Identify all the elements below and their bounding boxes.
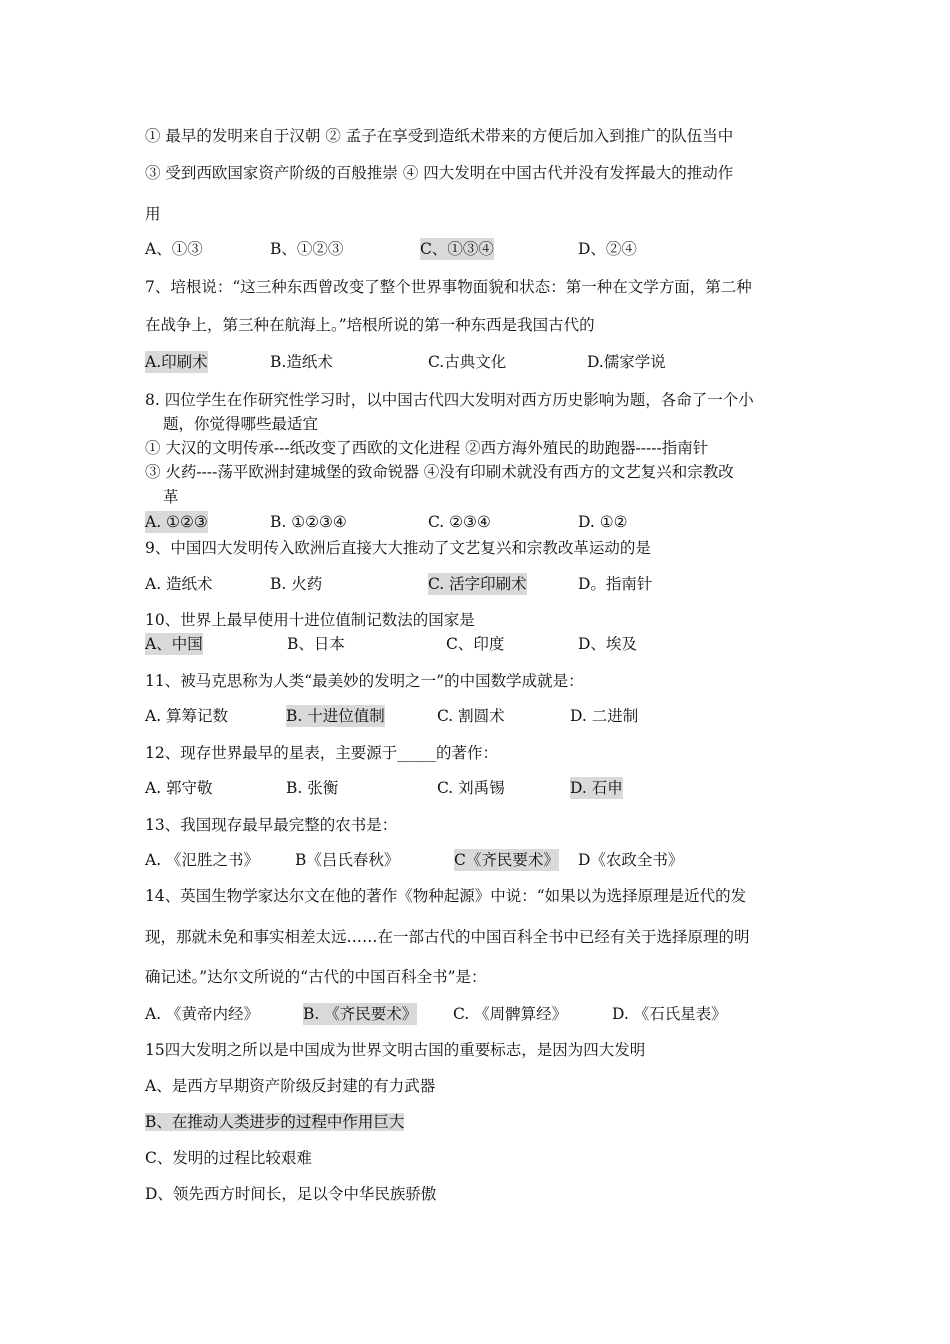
q9-option-a: A. 造纸术 [145, 575, 213, 593]
q10-stem: 10、世界上最早使用十进位值制记数法的国家是 [145, 611, 475, 629]
q15-stem: 15四大发明之所以是中国成为世界文明古国的重要标志，是因为四大发明 [145, 1041, 646, 1059]
q7-option-b: B.造纸术 [270, 353, 333, 371]
q9-option-d: D。指南针 [578, 575, 653, 593]
q13-option-b: B《吕氏春秋》 [295, 851, 400, 869]
q6-statement-2: ③ 受到西欧国家资产阶级的百般推崇 ④ 四大发明在中国古代并没有发挥最大的推动作 [145, 164, 734, 182]
q7-stem-line-2: 在战争上，第三种在航海上。”培根所说的第一种东西是我国古代的 [145, 316, 595, 334]
q13-option-d: D《农政全书》 [578, 851, 684, 869]
q6-option-d: D、②④ [578, 240, 637, 258]
q8-item-2: ③ 火药----荡平欧洲封建城堡的致命锐器 ④没有印刷术就没有西方的文艺复兴和宗教改 [145, 463, 734, 481]
q14-option-c: C. 《周髀算经》 [453, 1005, 568, 1023]
q8-stem-line-2: 题，你觉得哪些最适宜 [163, 415, 319, 433]
q12-stem: 12、现存世界最早的星表，主要源于_____的著作： [145, 744, 498, 762]
q7-option-a-answer: A.印刷术 [145, 353, 208, 371]
q12-option-d-answer: D. 石申 [570, 779, 623, 797]
q6-statement-2-cont: 用 [145, 205, 161, 223]
q8-stem-line-1: 8. 四位学生在作研究性学习时，以中国古代四大发明对西方历史影响为题，各命了一个小 [145, 391, 754, 409]
q14-option-d: D. 《石氏星表》 [612, 1005, 727, 1023]
q14-stem-line-2: 现，那就未免和事实相差太远……在一部古代的中国百科全书中已经有关于选择原理的明 [145, 928, 750, 946]
q8-item-1: ① 大汉的文明传承---纸改变了西欧的文化进程 ②西方海外殖民的助跑器-----指南针 [145, 439, 709, 457]
q12-option-a: A. 郭守敬 [145, 779, 213, 797]
q15-option-c: C、发明的过程比较艰难 [145, 1149, 312, 1167]
q8-option-c: C. ②③④ [428, 513, 491, 531]
q14-option-a: A. 《黄帝内经》 [145, 1005, 260, 1023]
q9-stem: 9、中国四大发明传入欧洲后直接大大推动了文艺复兴和宗教改革运动的是 [145, 539, 651, 557]
q15-option-d: D、领先西方时间长，足以令中华民族骄傲 [145, 1185, 437, 1203]
q9-option-c-answer: C. 活字印刷术 [428, 575, 527, 593]
q7-option-c: C.古典文化 [428, 353, 507, 371]
q11-option-b-answer: B. 十进位值制 [286, 707, 385, 725]
q11-option-c: C. 割圆术 [437, 707, 505, 725]
q15-option-b-row [145, 1111, 830, 1133]
q7-option-d: D.儒家学说 [587, 353, 666, 371]
q6-statement-1: ① 最早的发明来自于汉朝 ② 孟子在享受到造纸术带来的方便后加入到推广的队伍当中 [145, 127, 734, 145]
q6-option-b: B、①②③ [270, 240, 344, 258]
q13-option-c-answer: C《齐民要术》 [454, 851, 559, 869]
q15-option-b-answer: B、在推动人类进步的过程中作用巨大 [145, 1113, 405, 1131]
q10-option-a-answer: A、中国 [145, 635, 203, 653]
q14-stem-line-3: 确记述。”达尔文所说的“古代的中国百科全书”是： [145, 968, 487, 986]
q11-option-d: D. 二进制 [570, 707, 639, 725]
q15-option-a: A、是西方早期资产阶级反封建的有力武器 [145, 1077, 436, 1095]
q13-stem: 13、我国现存最早最完整的农书是： [145, 816, 398, 834]
q14-stem-line-1: 14、英国生物学家达尔文在他的著作《物种起源》中说：“如果以为选择原理是近代的发 [145, 887, 747, 905]
q10-option-c: C、印度 [446, 635, 505, 653]
q8-item-2-cont: 革 [163, 488, 179, 506]
q8-option-d: D. ①② [578, 513, 628, 531]
q8-option-a-answer: A. ①②③ [145, 513, 208, 531]
q7-stem-line-1: 7、培根说：“这三种东西曾改变了整个世界事物面貌和状态：第一种在文学方面，第二种 [145, 278, 752, 296]
q12-option-c: C. 刘禹锡 [437, 779, 505, 797]
q11-option-a: A. 算筹记数 [145, 707, 229, 725]
q10-option-d: D、埃及 [578, 635, 637, 653]
q8-option-b: B. ①②③④ [270, 513, 347, 531]
q6-option-a: A、①③ [145, 240, 203, 258]
q9-option-b: B. 火药 [270, 575, 323, 593]
q13-option-a: A. 《氾胜之书》 [145, 851, 260, 869]
q11-stem: 11、被马克思称为人类“最美妙的发明之一”的中国数学成就是： [145, 672, 584, 690]
q14-option-b-answer: B. 《齐民要术》 [303, 1005, 418, 1023]
q12-option-b: B. 张衡 [286, 779, 339, 797]
q10-option-b: B、日本 [287, 635, 345, 653]
q6-option-c-answer: C、①③④ [420, 240, 494, 258]
